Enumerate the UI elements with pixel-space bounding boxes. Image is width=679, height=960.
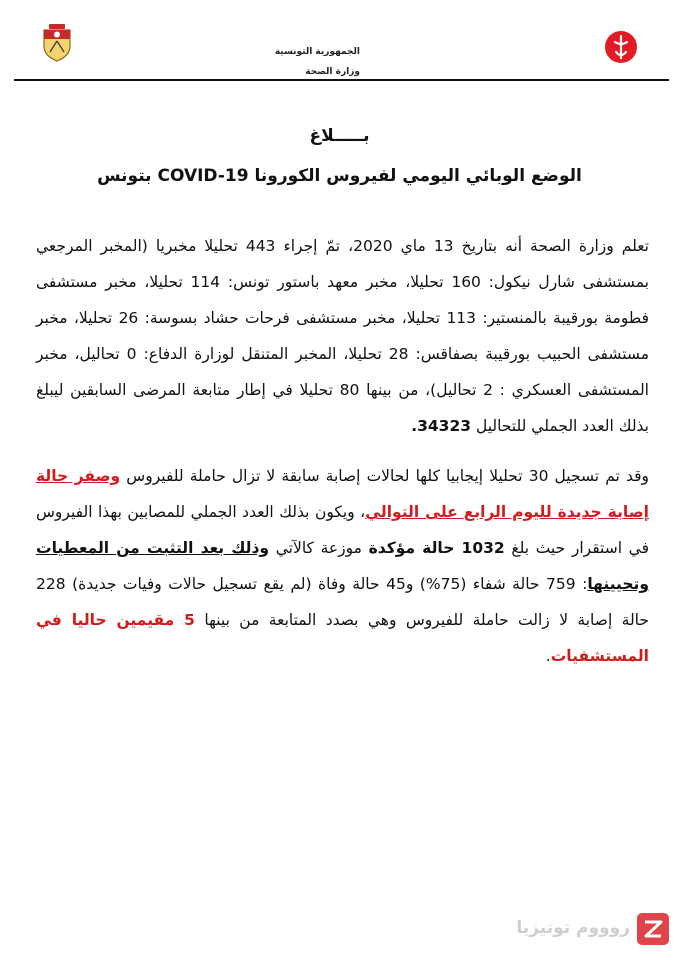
cases-distributed: موزعة كالآتي bbox=[269, 539, 369, 557]
issuer-block bbox=[260, 42, 360, 82]
notice-title: بـــــلاغ bbox=[309, 126, 370, 146]
watermark bbox=[510, 912, 670, 946]
notice-body bbox=[36, 228, 649, 688]
cases-after-zero: ، ويكون بذلك العدد الجملي للمصابين بهذا الفيروس في استقرار حيث بلغ bbox=[36, 503, 649, 557]
confirmed-cases: 1032 حالة مؤكدة bbox=[368, 539, 505, 557]
cases-paragraph bbox=[36, 458, 649, 674]
cases-intro: وقد تم تسجيل 30 تحليلا إيجابيا كلها لحالات إصابة سابقة لا تزال حاملة للفيروس bbox=[120, 467, 649, 485]
data-verified-note: وذلك بعد التثبت من المعطيات وتحيينها bbox=[36, 539, 649, 593]
watermark-logo-icon bbox=[636, 912, 670, 946]
ministry-of-health-logo-icon bbox=[604, 30, 638, 64]
header-divider bbox=[14, 79, 669, 81]
total-tests: 34323. bbox=[411, 417, 472, 435]
paragraph-end: . bbox=[545, 647, 551, 665]
letterhead bbox=[0, 0, 679, 82]
tests-text: تعلم وزارة الصحة أنه بتاريخ 13 ماي 2020، تمّ إجراء 443 تحليلا مخبريا (المخبر المرجعي بمستشفى شارل نيكول: 160 تحليلا، مخبر معهد باستور تونس: 114 تحليلا، مخبر مستشفى فطومة بورقيبة بالمنستير: 113 تحليلا، مخبر مستشفى فرحات حشاد بسوسة: 26 تحليلا، مخبر مستشفى الحبيب بورقيبة بصفاقس: 28 تحليلا، المخبر المتنقل لوزارة الدفاع: 0 تحاليل، مخبر المستشفى العسكري : 2 تحاليل)، من بينها 80 تحليلا في إطار متابعة المرضى السابقين ليبلغ بذلك العدد الجملي للتحاليل bbox=[36, 237, 650, 435]
republic-name: الجمهورية التونسية bbox=[274, 47, 360, 57]
tunisia-coat-of-arms-icon bbox=[40, 22, 74, 62]
hospitalized-highlight: 5 مقيمين حاليا في المستشفيات bbox=[36, 611, 649, 665]
tests-paragraph bbox=[36, 228, 649, 444]
zero-new-cases-highlight: وصفر حالة إصابة جديدة لليوم الرابع على التوالي bbox=[36, 467, 649, 521]
cases-breakdown: : 759 حالة شفاء (75%) و45 حالة وفاة (لم يقع تسجيل حالات وفيات جديدة) 228 حالة إصابة لا زالت حاملة للفيروس وهي بصدد المتابعة من بينها bbox=[36, 575, 649, 629]
notice-subject: الوضع الوبائي اليومي لفيروس الكورونا COVID-19 بتونس bbox=[97, 166, 582, 186]
watermark-text: روووم تونيزيا bbox=[516, 918, 630, 938]
ministry-name: وزارة الصحة bbox=[305, 67, 360, 77]
